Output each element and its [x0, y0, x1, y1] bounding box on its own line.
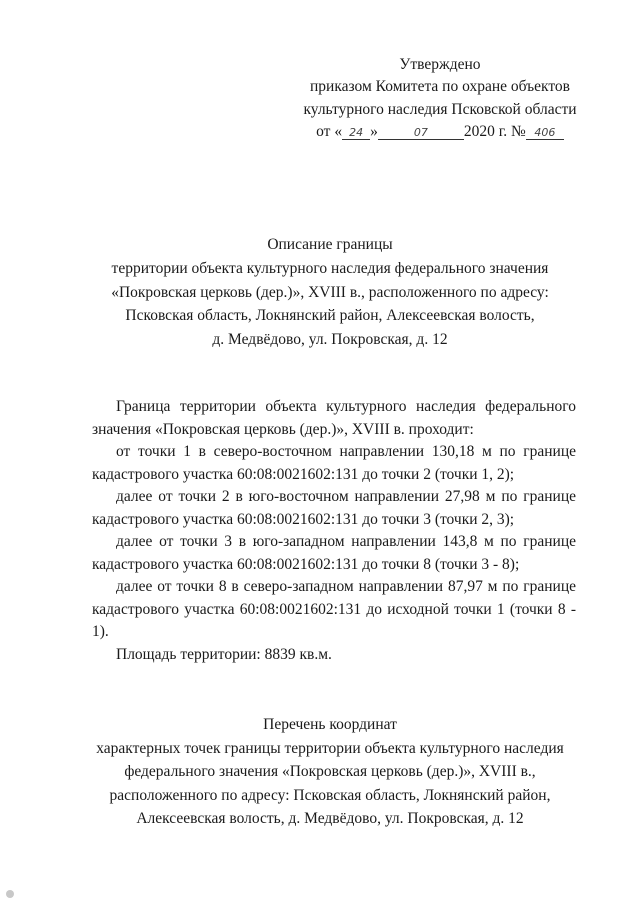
- point-paragraph-4: далее от точки 8 в северо-западном направлении 87,97 м по границе кадастрового участка 60:08:0021602:131 до исходной точки 1 (точки 8 - 1).: [92, 578, 576, 640]
- title-line-1: Описание границы: [267, 236, 393, 253]
- year-text: 2020 г. №: [463, 122, 526, 140]
- title-line-4: Псковская область, Локнянский район, Алексеевская волость,: [125, 307, 535, 325]
- coordinates-heading-line-1: Перечень координат: [263, 716, 397, 733]
- boundary-description: [92, 396, 576, 666]
- date-prefix: от «: [316, 122, 343, 140]
- date-mid: »: [370, 122, 378, 140]
- handwritten-day: 24: [342, 126, 370, 140]
- handwritten-month: 07: [378, 126, 464, 140]
- handwritten-order-number: 406: [526, 126, 564, 140]
- coordinates-heading: [60, 713, 600, 831]
- approval-title: Утверждено: [399, 56, 481, 73]
- approval-date-line: [290, 121, 590, 143]
- point-paragraph-1: от точки 1 в северо-восточном направлении 130,18 м по границе кадастрового участка 60:08:0021602:131 до точки 2 (точки 1, 2);: [92, 443, 576, 483]
- coordinates-heading-line-3: федерального значения «Покровская церковь (дер.)», XVIII в.,: [124, 763, 536, 780]
- coordinates-heading-line-5: Алексеевская волость, д. Медвёдово, ул. Покровская, д. 12: [136, 810, 524, 827]
- title-line-3: «Покровская церковь (дер.)», XVIII в., расположенного по адресу:: [111, 283, 549, 301]
- title-line-5: д. Медвёдово, ул. Покровская, д. 12: [212, 331, 448, 349]
- approval-order-line-2: культурного наследия Псковской области: [303, 100, 577, 118]
- coordinates-heading-line-2: характерных точек границы территории объекта культурного наследия: [96, 739, 564, 757]
- point-paragraph-2: далее от точки 2 в юго-восточном направлении 27,98 м по границе кадастрового участка 60:08:0021602:131 до точки 3 (точки 2, 3);: [92, 488, 576, 528]
- area-paragraph: Площадь территории: 8839 кв.м.: [116, 645, 332, 663]
- title-line-2: территории объекта культурного наследия федерального значения: [111, 259, 549, 277]
- scan-hole-mark: [6, 890, 14, 898]
- description-title: [60, 233, 600, 352]
- coordinates-heading-line-4: расположенного по адресу: Псковская область, Локнянский район,: [109, 786, 551, 804]
- point-paragraph-3: далее от точки 3 в юго-западном направлении 143,8 м по границе кадастрового участка 60:08:0021602:131 до точки 8 (точки 3 - 8);: [92, 533, 576, 573]
- intro-paragraph: Граница территории объекта культурного наследия федерального значения «Покровская церковь (дер.)», XVIII в. проходит:: [92, 398, 576, 438]
- approval-order-line-1: приказом Комитета по охране объектов: [309, 78, 570, 96]
- approval-block: [290, 54, 590, 143]
